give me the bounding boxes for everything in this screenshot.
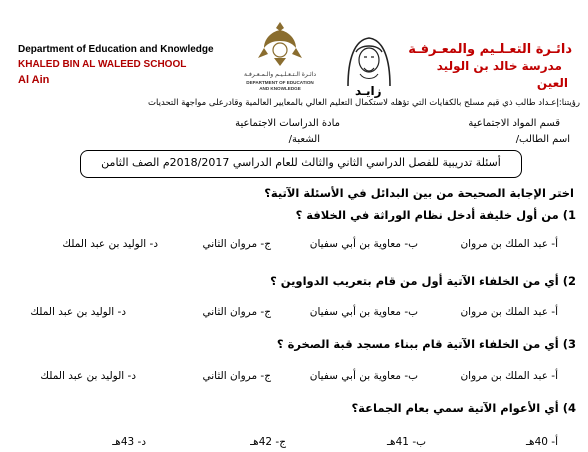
subject-label: مادة الدراسات الاجتماعية <box>235 118 340 129</box>
exam-title: أسئلة تدريبية للفصل الدراسي الثاني والثالث للعام الدراسي 2018/2017م الصف الثامن <box>101 156 501 169</box>
city-name-ar: العين <box>536 76 568 90</box>
dept-name-ar: دائـرة التعـلـيم والمعـرفـة <box>408 42 572 57</box>
department-logo <box>240 18 320 98</box>
question-3-option-d: د- الوليد بن عبد الملك <box>40 370 136 382</box>
logo-en-text-2: AND KNOWLEDGE <box>259 86 301 91</box>
section-label: الشعبة/ <box>288 134 320 145</box>
instructions: اختر الإجابة الصحيحة من بين البدائل في الأسئلة الآتية؟ <box>264 186 574 200</box>
question-3-option-c: ج- مروان الثاني <box>202 370 271 382</box>
question-1-option-a: أ- عبد الملك بن مروان <box>460 238 558 250</box>
question-3-option-b: ب- معاوية بن أبي سفيان <box>309 370 418 382</box>
question-4: 4) أي الأعوام الآتية سمي بعام الجماعة؟ <box>351 401 576 415</box>
uae-falcon-emblem-icon <box>240 18 320 98</box>
question-4-option-b: ب- 41هـ <box>386 436 426 448</box>
logo-en-text-1: DEPARTMENT OF EDUCATION <box>246 80 314 85</box>
question-3: 3) أي من الخلفاء الآتية قام ببناء مسجد قبة الصخرة ؟ <box>276 337 576 351</box>
school-name-ar: مدرسة خالد بن الوليد <box>436 59 562 73</box>
question-1: 1) من أول خليفة أدخل نظام الوراثة في الخلافة ؟ <box>295 208 576 222</box>
question-1-option-d: د- الوليد بن عبد الملك <box>62 238 158 250</box>
question-1-option-b: ب- معاوية بن أبي سفيان <box>309 238 418 250</box>
student-name-label: اسم الطالب/ <box>515 134 570 145</box>
question-2-option-d: د- الوليد بن عبد الملك <box>30 306 126 318</box>
question-2-option-a: أ- عبد الملك بن مروان <box>460 306 558 318</box>
question-4-option-c: ج- 42هـ <box>250 436 286 448</box>
question-2-option-c: ج- مروان الثاني <box>202 306 271 318</box>
logo-ar-text: دائـرة الـتـعـلـيـم والـمـعـرفـة <box>244 71 316 78</box>
question-1-option-c: ج- مروان الثاني <box>202 238 271 250</box>
sheikh-zayed-portrait <box>334 30 404 88</box>
question-2: 2) أي من الخلفاء الآتية أول من قام بتعريب الدواوين ؟ <box>270 274 576 288</box>
exam-title-box <box>80 150 522 178</box>
dept-name-en: Department of Education and Knowledge <box>18 44 214 55</box>
portrait-caption: زايـد <box>355 84 382 98</box>
department-label: قسم المواد الاجتماعية <box>468 118 560 129</box>
question-2-option-b: ب- معاوية بن أبي سفيان <box>309 306 418 318</box>
city-name-en: Al Ain <box>18 74 50 86</box>
school-name-en: KHALED BIN AL WALEED SCHOOL <box>18 59 187 70</box>
question-3-option-a: أ- عبد الملك بن مروان <box>460 370 558 382</box>
school-vision: رؤيتنا:إعـداد طالب ذي قيم مسلح بالكفايات التي تؤهله لاستكمال التعليم العالي بالمعايير العالمية وقادرعلى مواجهة التحديات <box>148 98 580 108</box>
question-4-option-d: د- 43هـ <box>112 436 146 448</box>
question-4-option-a: أ- 40هـ <box>525 436 558 448</box>
sheikh-zayed-portrait-icon <box>334 30 404 88</box>
